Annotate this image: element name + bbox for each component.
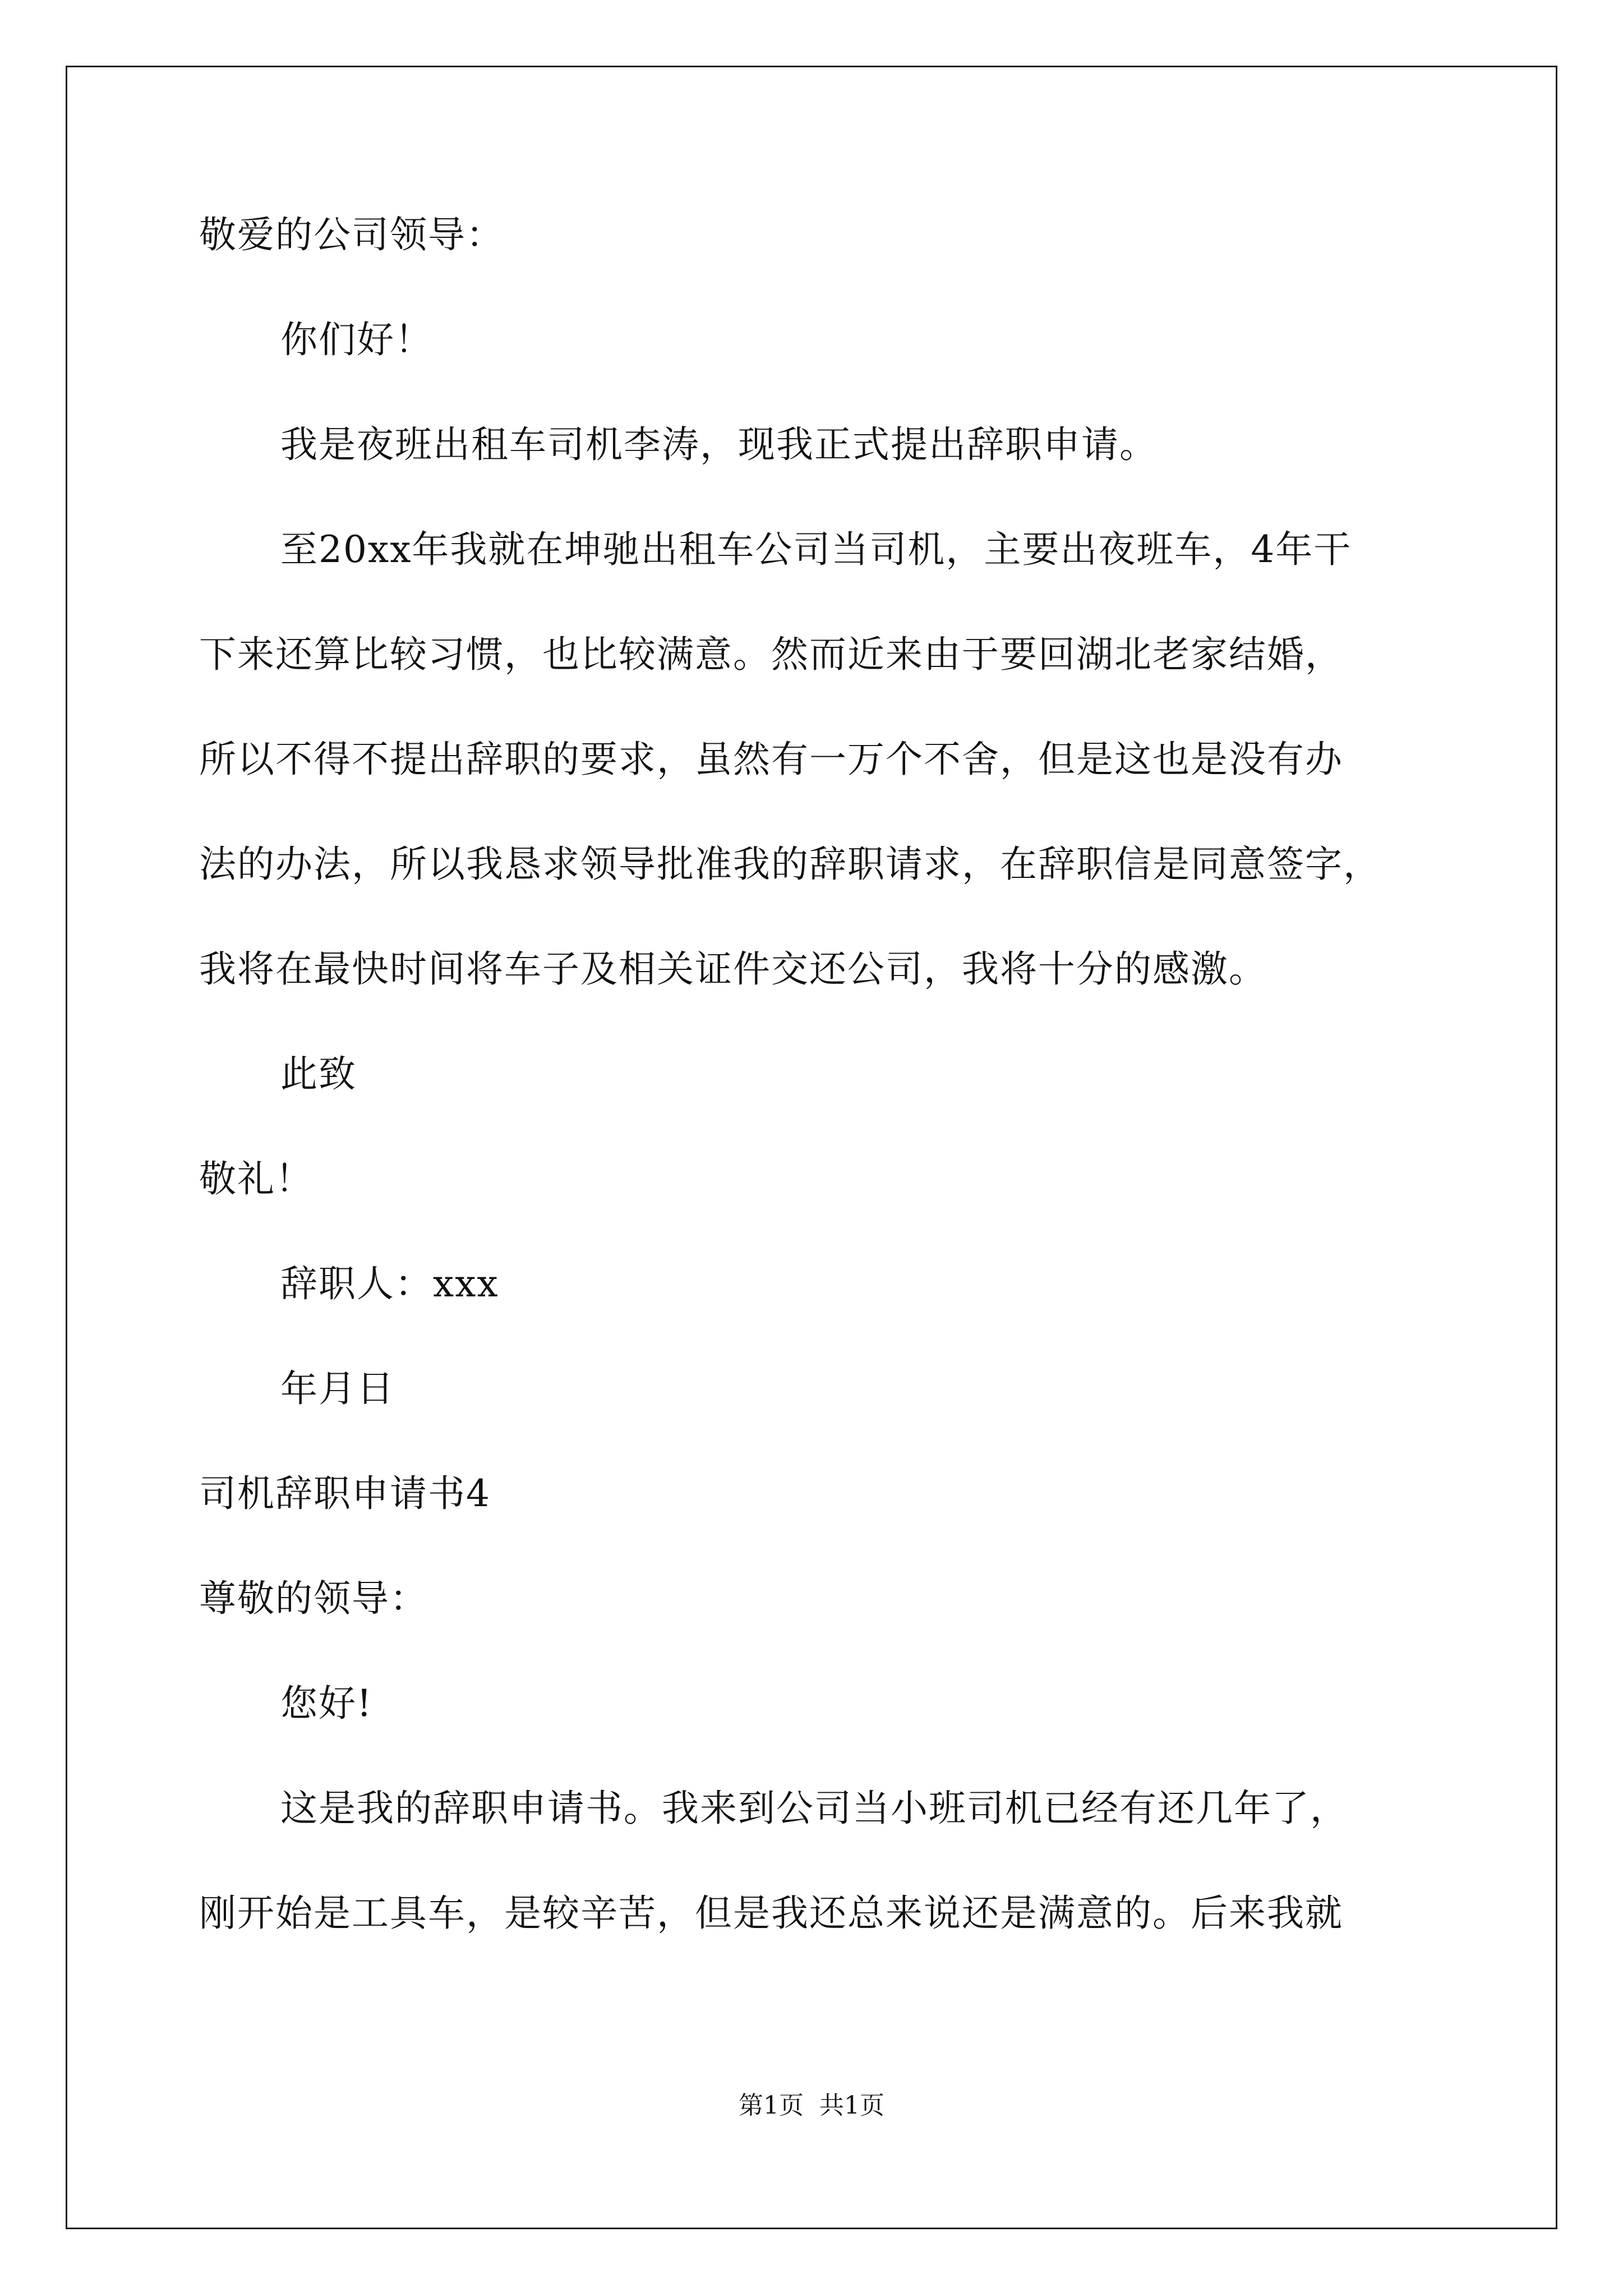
letter2-paragraph-1-line-1: 这是我的辞职申请书。我来到公司当小班司机已经有还几年了， (280, 1787, 1348, 1830)
letter1-paragraph-1: 我是夜班出租车司机李涛，现我正式提出辞职申请。 (280, 423, 1158, 466)
letter1-paragraph-2-line-5: 我将在最快时间将车子及相关证件交还公司，我将十分的感激。 (199, 947, 1267, 991)
letter1-regards: 敬礼！ (199, 1157, 313, 1200)
letter1-paragraph-2-line-1: 至20xx年我就在坤驰出租车公司当司机，主要出夜班车，4年干 (280, 528, 1352, 571)
page-footer (0, 2090, 1623, 2122)
letter1-paragraph-2-line-4: 法的办法，所以我恳求领导批准我的辞职请求，在辞职信是同意签字， (199, 843, 1381, 886)
letter2-salutation: 尊敬的领导： (199, 1577, 428, 1620)
letter1-signer: 辞职人：xxx (280, 1262, 499, 1305)
letter1-date: 年月日 (280, 1367, 395, 1410)
letter1-paragraph-2-line-3: 所以不得不提出辞职的要求，虽然有一万个不舍，但是这也是没有办 (199, 738, 1343, 781)
letter1-closing: 此致 (280, 1052, 357, 1096)
letter1-paragraph-2-line-2: 下来还算比较习惯，也比较满意。然而近来由于要回湖北老家结婚， (199, 633, 1343, 676)
letter1-salutation: 敬爱的公司领导： (199, 213, 504, 256)
letter2-greeting: 您好! (280, 1682, 373, 1725)
letter2-paragraph-1-line-2: 刚开始是工具车，是较辛苦，但是我还总来说还是满意的。后来我就 (199, 1892, 1343, 1935)
letter2-title: 司机辞职申请书4 (199, 1472, 491, 1515)
page-number: 第1页 (739, 2091, 804, 2120)
page-total: 共1页 (819, 2091, 884, 2120)
letter1-greeting: 你们好！ (280, 318, 433, 361)
